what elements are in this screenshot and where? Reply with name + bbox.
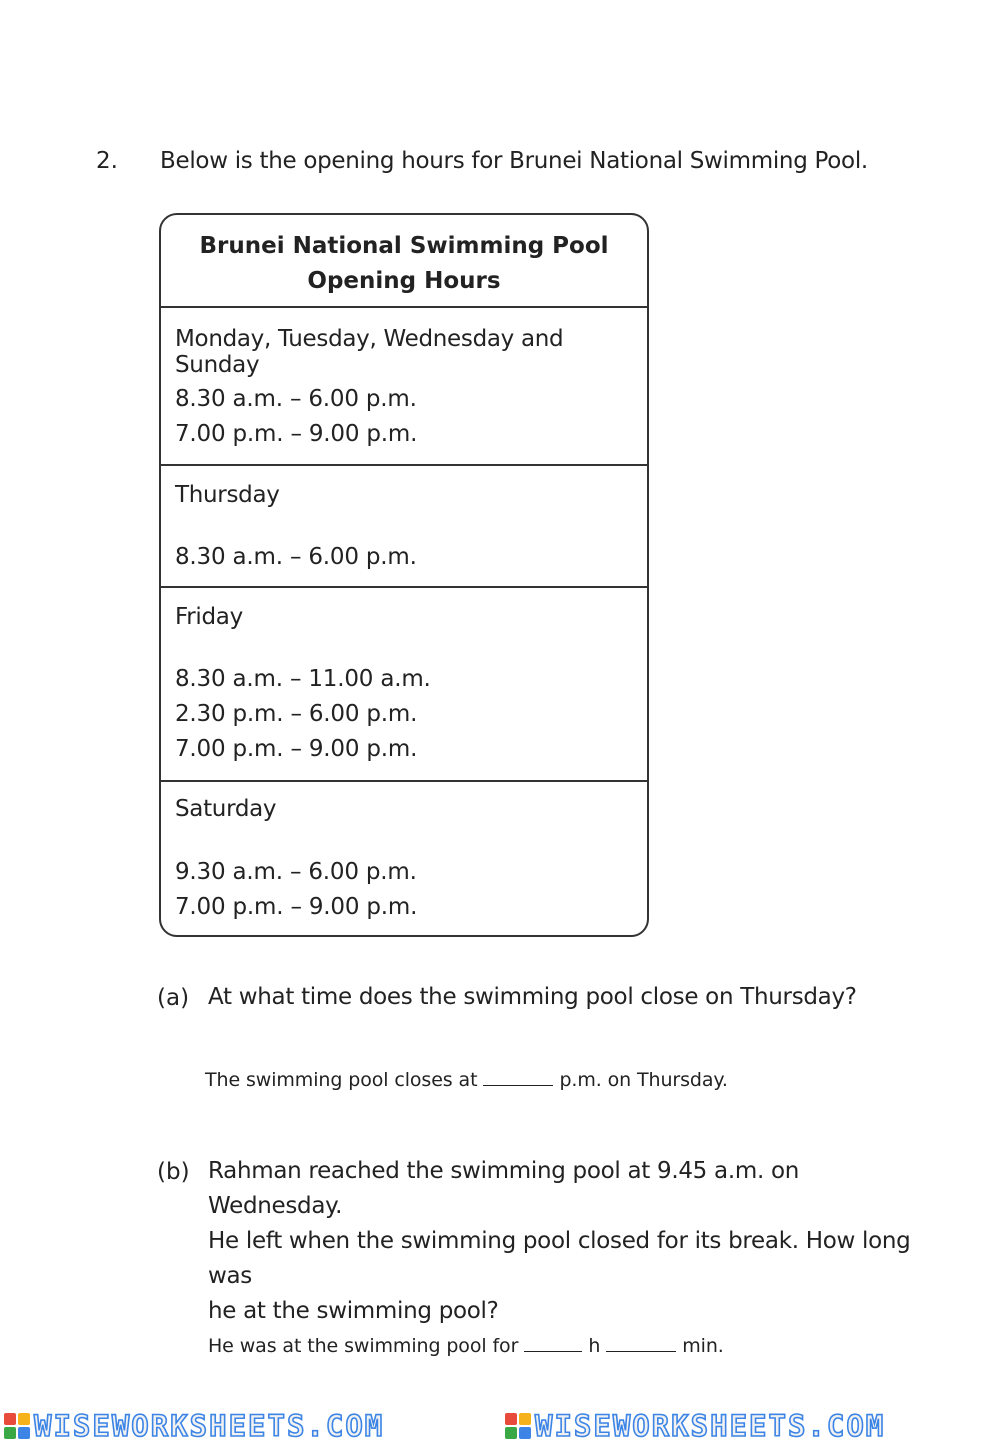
part-a-label: (a) bbox=[157, 985, 190, 1011]
answer-text: p.m. on Thursday. bbox=[559, 1069, 728, 1091]
wiseworksheets-logo-icon bbox=[4, 1413, 30, 1439]
answer-text: h bbox=[588, 1335, 601, 1357]
footer-watermark bbox=[0, 1405, 1000, 1443]
section-time: 8.30 a.m. – 6.00 p.m. bbox=[175, 386, 417, 412]
part-b-question-line: He left when the swimming pool closed for its break. How long was bbox=[208, 1228, 911, 1289]
answer-blank[interactable] bbox=[483, 1068, 553, 1086]
answer-text: The swimming pool closes at bbox=[205, 1069, 478, 1091]
section-time: 7.00 p.m. – 9.00 p.m. bbox=[175, 421, 418, 447]
table-title-line2: Opening Hours bbox=[307, 268, 501, 294]
section-saturday bbox=[161, 782, 647, 937]
brand-text-right: WISEWORKSHEETS.COM bbox=[535, 1409, 886, 1443]
section-days: Monday, Tuesday, Wednesday and Sunday bbox=[175, 326, 564, 378]
wiseworksheets-logo-icon bbox=[505, 1413, 531, 1439]
section-days: Thursday bbox=[175, 482, 280, 508]
section-days: Saturday bbox=[175, 796, 277, 822]
section-time: 7.00 p.m. – 9.00 p.m. bbox=[175, 894, 418, 920]
section-time: 9.30 a.m. – 6.00 p.m. bbox=[175, 859, 417, 885]
brand-text-left: WISEWORKSHEETS.COM bbox=[34, 1409, 385, 1443]
answer-text: min. bbox=[682, 1335, 724, 1357]
section-days: Friday bbox=[175, 604, 243, 630]
section-time: 7.00 p.m. – 9.00 p.m. bbox=[175, 736, 418, 762]
minutes-blank[interactable] bbox=[606, 1334, 676, 1352]
part-b-question-line: he at the swimming pool? bbox=[208, 1298, 499, 1324]
answer-text: He was at the swimming pool for bbox=[208, 1335, 519, 1357]
table-title-line1: Brunei National Swimming Pool bbox=[199, 233, 609, 259]
question-intro: Below is the opening hours for Brunei National Swimming Pool. bbox=[160, 148, 868, 174]
section-mon-tue-wed-sun bbox=[161, 308, 647, 466]
part-a-question: At what time does the swimming pool close on Thursday? bbox=[208, 984, 857, 1010]
section-time: 8.30 a.m. – 6.00 p.m. bbox=[175, 544, 417, 570]
table-title bbox=[161, 215, 647, 308]
section-time: 2.30 p.m. – 6.00 p.m. bbox=[175, 701, 418, 727]
question-number: 2. bbox=[96, 148, 118, 174]
section-thursday bbox=[161, 466, 647, 588]
part-a-answer bbox=[205, 1068, 728, 1091]
part-b-label: (b) bbox=[157, 1159, 190, 1185]
section-time: 8.30 a.m. – 11.00 a.m. bbox=[175, 666, 431, 692]
hours-blank[interactable] bbox=[524, 1334, 582, 1352]
part-b-question bbox=[208, 1154, 928, 1329]
opening-hours-table bbox=[159, 213, 649, 937]
section-friday bbox=[161, 588, 647, 782]
part-b-question-line: Rahman reached the swimming pool at 9.45 a.m. on Wednesday. bbox=[208, 1158, 800, 1219]
part-b-answer bbox=[208, 1334, 724, 1357]
